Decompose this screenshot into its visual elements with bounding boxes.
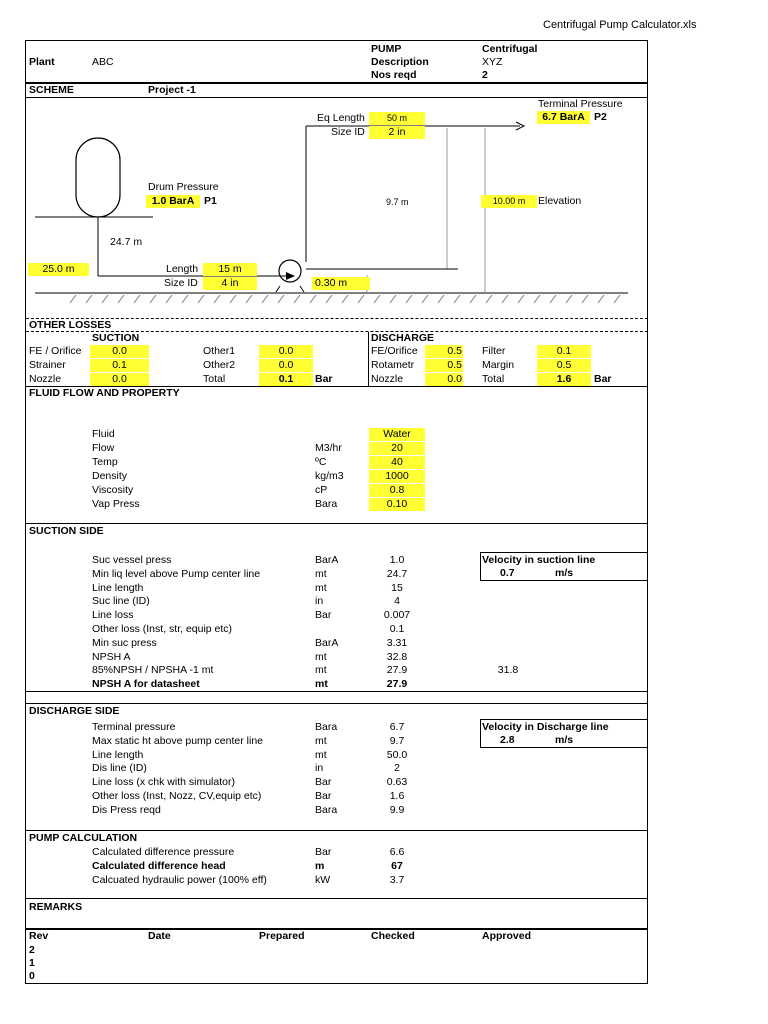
fluid-prop-value[interactable]: 0.8 (369, 484, 425, 497)
row-unit: Bar (315, 846, 332, 858)
drum-pressure-value[interactable]: 1.0 BarA (146, 195, 200, 208)
row-value: 3.31 (386, 636, 408, 649)
row-value: 24.7 (386, 567, 408, 580)
p1-label: P1 (204, 195, 217, 207)
loss-value[interactable]: 0.0 (425, 373, 463, 386)
row-value: 50.0 (386, 748, 408, 761)
elevation-value[interactable]: 10.00 m (481, 195, 537, 208)
fluid-prop-name: Vap Press (92, 498, 140, 510)
row-label: Line length (92, 748, 144, 761)
discharge-velocity-value: 2.8 (500, 734, 515, 746)
loss-name: Nozzle (371, 373, 404, 385)
fluid-prop-value[interactable]: 1000 (369, 470, 425, 483)
nos-label: Nos reqd (371, 69, 417, 81)
suction-velocity-unit: m/s (555, 567, 574, 579)
other-losses-label: OTHER LOSSES (29, 319, 112, 331)
plant-value[interactable]: ABC (92, 56, 114, 68)
row-value: 3.7 (389, 873, 405, 886)
fluid-prop-value[interactable]: 40 (369, 456, 425, 469)
row-unit: m (315, 859, 325, 872)
row-label: Other loss (Inst, Nozz, CV,equip etc) (92, 790, 262, 802)
row-label: Max static ht above pump center line (92, 734, 264, 747)
row-unit: Bara (315, 721, 338, 733)
suction-label: SUCTION (92, 332, 140, 344)
row-label: Terminal pressure (92, 721, 176, 733)
flow-arrow (286, 272, 295, 280)
row-value: 6.6 (389, 846, 405, 858)
rev-row[interactable]: 2 (29, 944, 35, 956)
row-label: Line loss (x chk with simulator) (92, 776, 235, 789)
row-unit: in (315, 762, 324, 775)
row-unit: Bar (315, 776, 332, 789)
nos-value[interactable]: 2 (482, 69, 488, 81)
row-label: Line length (92, 581, 144, 594)
rev-header: Rev (29, 930, 49, 942)
fluid-prop-unit: Bara (315, 498, 338, 510)
row-label: Other loss (Inst, str, equip etc) (92, 623, 233, 635)
pump-elevation-value[interactable]: 0.30 m (312, 277, 370, 290)
row-value: 6.7 (389, 721, 405, 733)
suction-velocity-label: Velocity in suction line (482, 554, 596, 566)
row-label: Calculated difference pressure (92, 846, 235, 858)
row-value: 1.6 (389, 790, 405, 802)
plant-label: Plant (29, 56, 55, 68)
loss-name: Margin (482, 359, 515, 371)
row-unit: mt (315, 748, 327, 761)
discharge-velocity-label: Velocity in Discharge line (482, 721, 609, 733)
fluid-prop-value[interactable]: 20 (369, 442, 425, 455)
row-label: Calcuated hydraulic power (100% eff) (92, 873, 267, 886)
loss-name: FE/Orifice (371, 345, 418, 357)
static-height: 9.7 m (386, 197, 409, 207)
loss-value[interactable]: 0.0 (90, 373, 149, 386)
suction-velocity-value: 0.7 (500, 567, 515, 579)
row-unit: mt (315, 567, 327, 580)
row-value: 9.9 (389, 803, 405, 816)
fluid-prop-unit: cP (315, 484, 328, 496)
pump-calc-label: PUMP CALCULATION (29, 832, 138, 844)
row-unit: kW (315, 873, 331, 886)
liquid-level: 24.7 m (110, 236, 143, 248)
loss-total: 0.1 (259, 373, 313, 386)
fluid-section-label: FLUID FLOW AND PROPERTY (29, 387, 180, 399)
divider (26, 523, 648, 524)
row-value: 67 (391, 859, 403, 872)
loss-value[interactable]: 0.1 (537, 345, 591, 358)
loss-value[interactable]: 0.0 (90, 345, 149, 358)
loss-value[interactable]: 0.0 (259, 359, 313, 372)
row-label: NPSH A (92, 650, 131, 663)
divider (26, 318, 648, 319)
row-label: Dis line (ID) (92, 762, 147, 775)
row-value: 0.007 (383, 609, 411, 622)
loss-name: Filter (482, 345, 506, 357)
description-value[interactable]: XYZ (482, 56, 503, 68)
pump-base (276, 286, 304, 292)
date-header: Date (148, 930, 171, 942)
row-unit: BarA (315, 636, 339, 649)
loss-value[interactable]: 0.0 (259, 345, 313, 358)
fluid-prop-name: Fluid (92, 428, 115, 440)
loss-total: 1.6 (537, 373, 591, 386)
loss-value[interactable]: 0.5 (537, 359, 591, 372)
row-label: NPSH A for datasheet (92, 678, 200, 691)
row-unit: Bar (315, 790, 332, 802)
fluid-prop-unit: M3/hr (315, 442, 342, 454)
row-unit: BarA (315, 554, 339, 566)
eq-length-value[interactable]: 50 m (369, 112, 425, 125)
loss-name: Strainer (29, 359, 66, 371)
pump-scheme-diagram (0, 0, 768, 330)
loss-name: Other2 (203, 359, 236, 371)
row-unit: mt (315, 650, 327, 663)
fluid-prop-unit: kg/m3 (315, 470, 344, 482)
row-label: Suc vessel press (92, 554, 172, 566)
row-value: 0.63 (386, 776, 408, 789)
loss-unit: Bar (594, 373, 612, 385)
scheme-label: SCHEME (29, 84, 74, 96)
checked-header: Checked (371, 930, 415, 942)
row-extra-value: 31.8 (497, 664, 519, 677)
row-unit: mt (315, 734, 327, 747)
ground-hatching (70, 295, 620, 303)
pump-symbol (279, 260, 301, 282)
description-label: Description (371, 56, 429, 68)
row-unit: Bar (315, 609, 332, 622)
file-title: Centrifugal Pump Calculator.xls (543, 19, 697, 31)
pump-value[interactable]: Centrifugal (482, 43, 538, 55)
discharge-side-label: DISCHARGE SIDE (29, 705, 120, 717)
row-unit: mt (315, 581, 327, 594)
discharge-label: DISCHARGE (371, 332, 435, 344)
elevation-label: Elevation (538, 195, 582, 207)
length-value[interactable]: 15 m (203, 263, 257, 276)
loss-value[interactable]: 0.5 (425, 345, 463, 358)
size-id-suc-value[interactable]: 4 in (203, 277, 257, 290)
row-label: Min liq level above Pump center line (92, 567, 261, 580)
row-value: 27.9 (386, 664, 408, 677)
length-label: Length (166, 263, 199, 275)
divider (26, 898, 648, 899)
fluid-prop-value[interactable]: Water (369, 428, 425, 441)
row-unit: Bara (315, 803, 338, 816)
drum-vessel (76, 138, 120, 217)
row-unit: mt (315, 678, 328, 691)
size-id-label: Size ID (331, 126, 365, 138)
divider (368, 332, 369, 386)
row-label: Suc line (ID) (92, 595, 150, 608)
row-value: 27.9 (386, 678, 408, 691)
rev-row[interactable]: 0 (29, 970, 35, 982)
fluid-prop-name: Flow (92, 442, 115, 454)
loss-name: Nozzle (29, 373, 62, 385)
row-value: 0.1 (389, 623, 405, 635)
fluid-prop-unit: ºC (315, 456, 327, 468)
divider (26, 691, 648, 692)
loss-name: FE / Orifice (29, 345, 82, 357)
project-value[interactable]: Project -1 (148, 84, 196, 96)
p2-label: P2 (594, 111, 607, 123)
divider (26, 830, 648, 831)
fluid-prop-name: Temp (92, 456, 118, 468)
rev-row[interactable]: 1 (29, 957, 35, 969)
row-label: Dis Press reqd (92, 803, 161, 816)
row-unit: mt (315, 664, 327, 677)
drum-elevation-value[interactable]: 25.0 m (28, 263, 89, 276)
row-value: 4 (394, 595, 400, 608)
remarks-label: REMARKS (29, 901, 83, 913)
divider (26, 928, 648, 930)
pump-label: PUMP (371, 43, 402, 55)
row-label: Line loss (92, 609, 134, 622)
loss-unit: Bar (315, 373, 333, 385)
row-unit: in (315, 595, 324, 608)
discharge-velocity-unit: m/s (555, 734, 574, 746)
fluid-prop-value[interactable]: 0.10 (369, 498, 425, 511)
terminal-pressure-label: Terminal Pressure (538, 98, 623, 110)
suction-side-label: SUCTION SIDE (29, 525, 104, 537)
row-value: 15 (391, 581, 403, 594)
row-label: Min suc press (92, 636, 157, 649)
loss-value[interactable]: 0.5 (425, 359, 463, 372)
approved-header: Approved (482, 930, 532, 942)
row-value: 9.7 (389, 734, 405, 747)
loss-name: Rotametr (371, 359, 415, 371)
terminal-pressure-value[interactable]: 6.7 BarA (537, 111, 590, 124)
divider (26, 703, 648, 704)
fluid-prop-name: Viscosity (92, 484, 134, 496)
prepared-header: Prepared (259, 930, 305, 942)
loss-name: Total (203, 373, 226, 385)
row-label: Calculated difference head (92, 859, 226, 872)
row-value: 32.8 (386, 650, 408, 663)
loss-name: Other1 (203, 345, 236, 357)
loss-value[interactable]: 0.1 (90, 359, 149, 372)
row-label: 85%NPSH / NPSHA -1 mt (92, 664, 214, 677)
loss-name: Total (482, 373, 505, 385)
size-id-label: Size ID (164, 277, 198, 289)
fluid-prop-name: Density (92, 470, 128, 482)
row-value: 1.0 (389, 554, 405, 566)
eq-length-label: Eq Length (317, 112, 365, 124)
drum-pressure-label: Drum Pressure (148, 181, 219, 193)
row-value: 2 (394, 762, 400, 775)
size-id-dis-value[interactable]: 2 in (369, 126, 425, 139)
